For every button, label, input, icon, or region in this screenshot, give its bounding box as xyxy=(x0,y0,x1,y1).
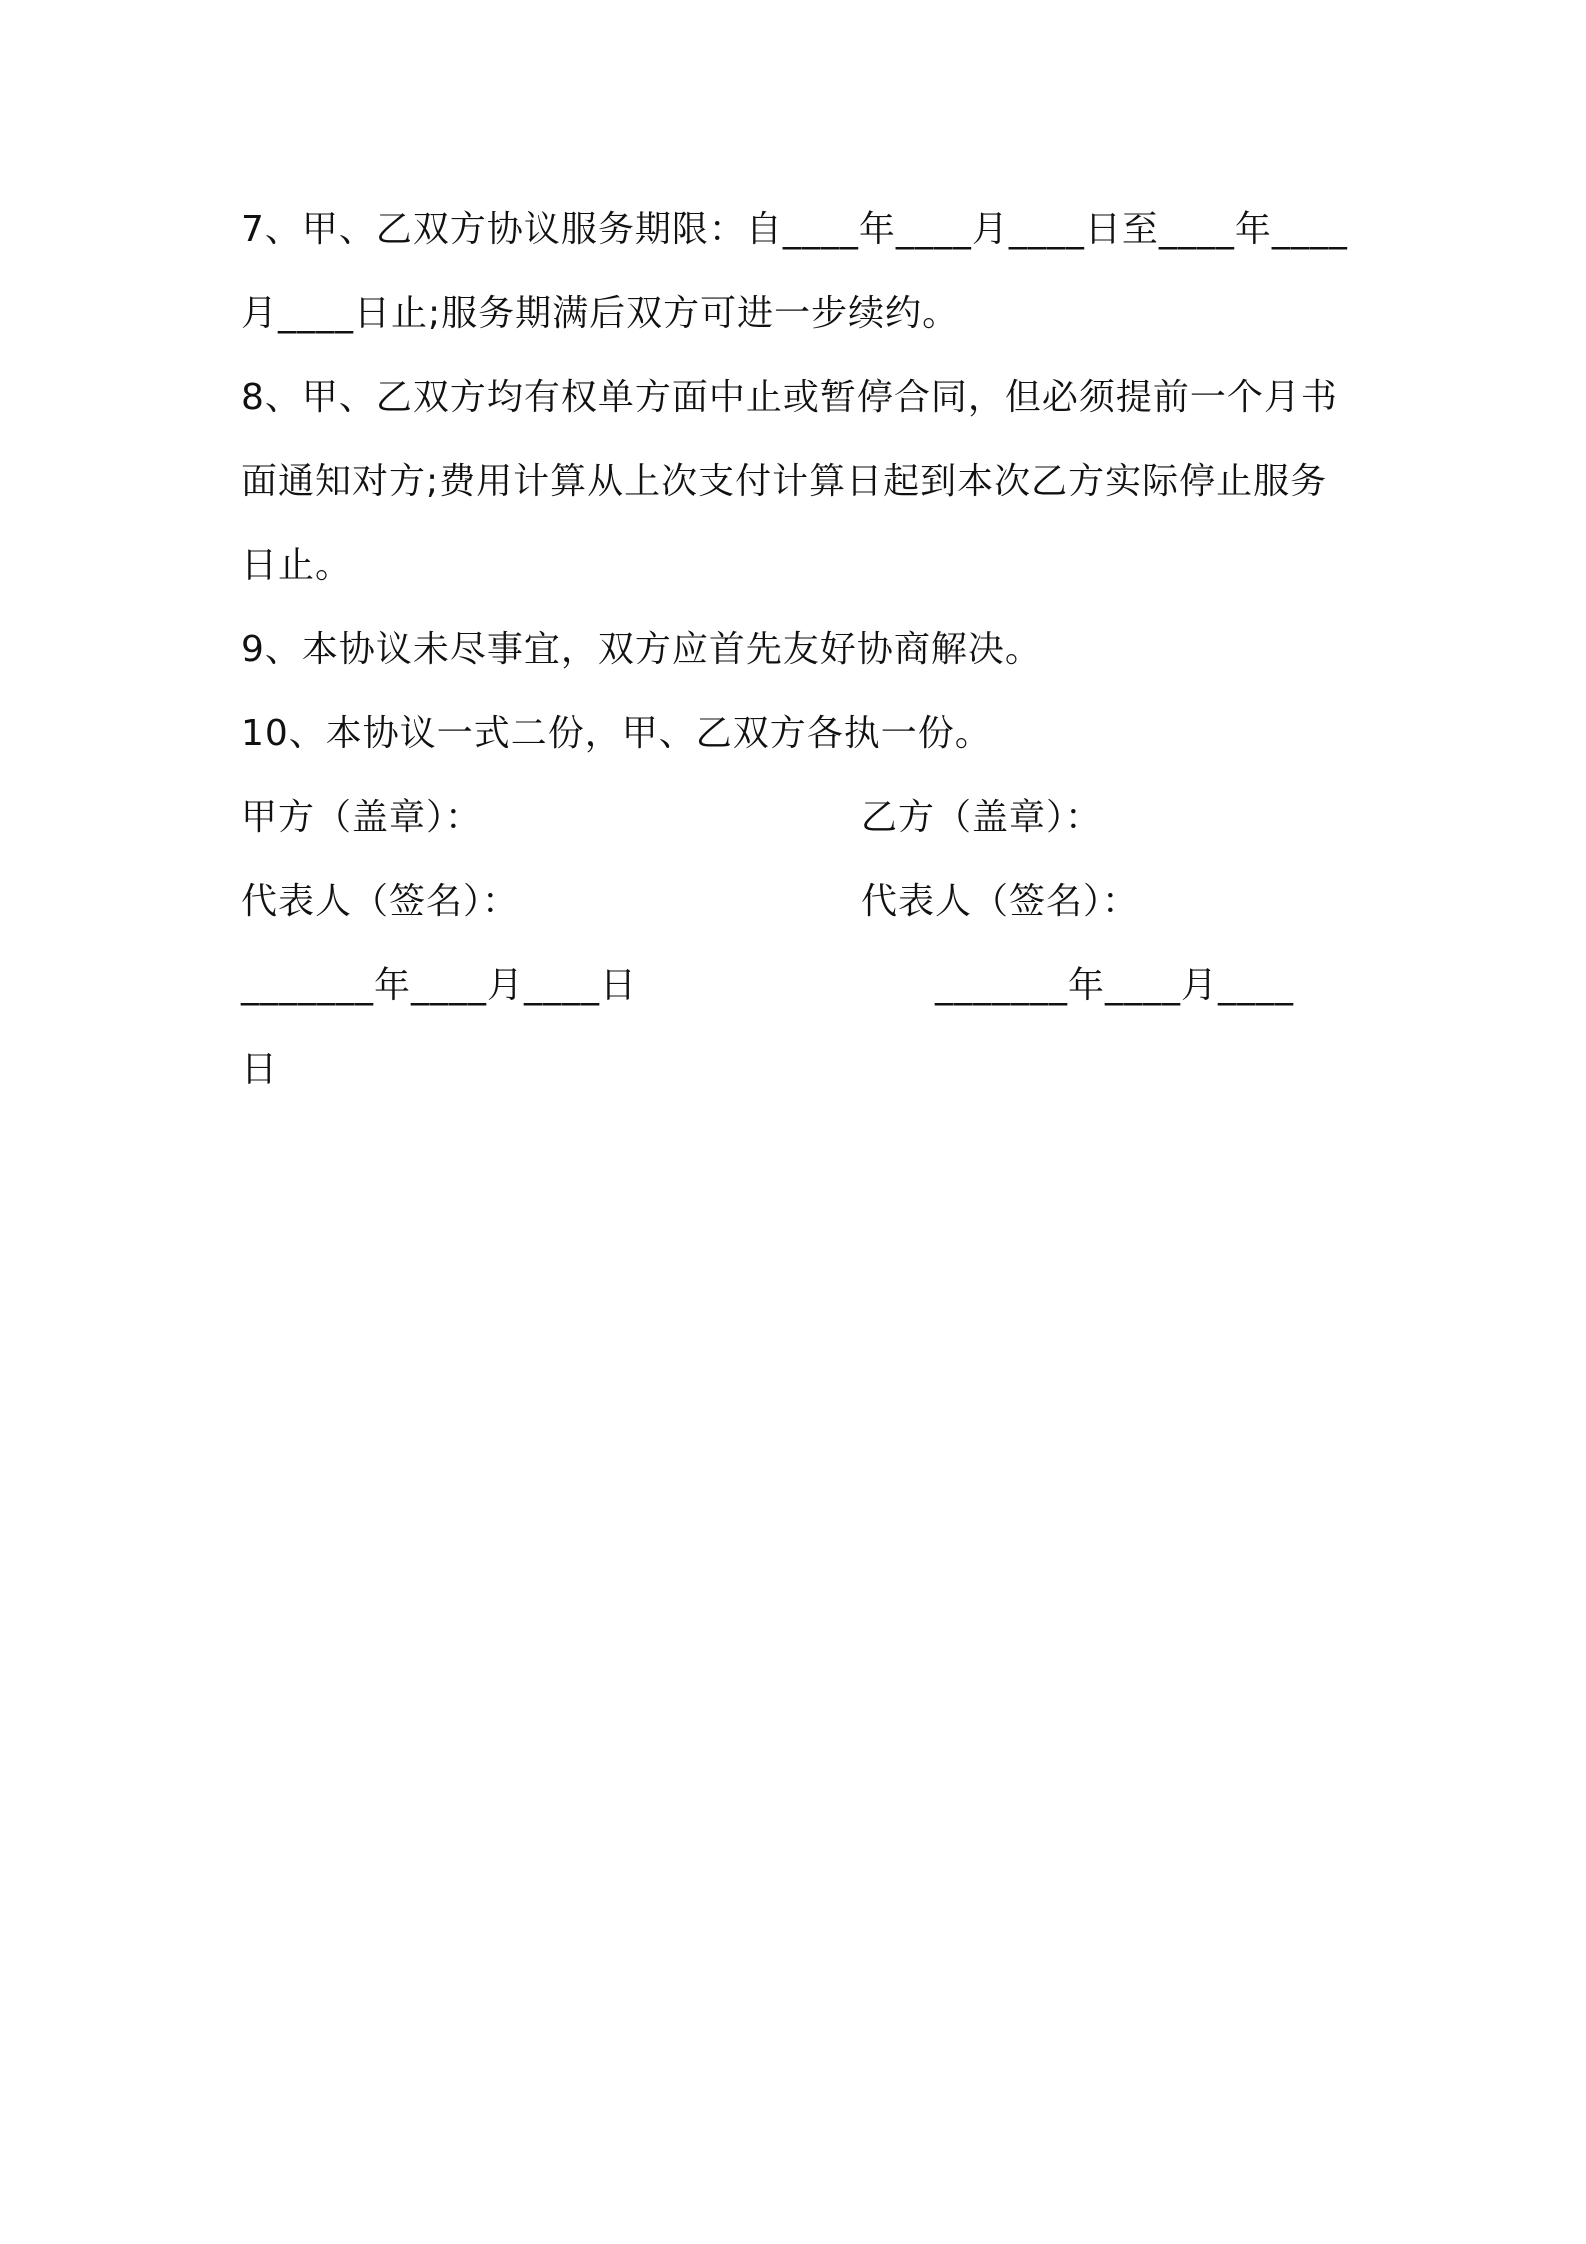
party-a-seal-label: 甲方（盖章）： xyxy=(241,797,483,838)
party-b-rep-label: 代表人（签名）： xyxy=(861,881,1140,922)
clause-8-line-2: 面通知对方;费用计算从上次支付计算日起到本次乙方实际停止服务 xyxy=(241,461,1328,502)
clause-8-line-3: 日止。 xyxy=(241,545,353,586)
clause-10-line-1: 10、本协议一式二份，甲、乙双方各执一份。 xyxy=(241,713,992,754)
party-a-rep-label: 代表人（签名）： xyxy=(241,881,520,922)
party-b-seal-label: 乙方（盖章）： xyxy=(861,797,1103,838)
clause-8-line-1: 8、甲、乙双方均有权单方面中止或暂停合同，但必须提前一个月书 xyxy=(241,377,1338,418)
party-b-date-wrap: 日 xyxy=(241,1049,279,1090)
party-b-date: _______年____月____ xyxy=(935,965,1295,1006)
clause-9-line-1: 9、本协议未尽事宜，双方应首先友好协商解决。 xyxy=(241,629,1042,670)
party-a-date: _______年____月____日 xyxy=(241,965,638,1006)
clause-7-line-2: 月____日止;服务期满后双方可进一步续约。 xyxy=(241,293,960,334)
clause-7-line-1: 7、甲、乙双方协议服务期限：自____年____月____日至____年____ xyxy=(241,209,1348,250)
